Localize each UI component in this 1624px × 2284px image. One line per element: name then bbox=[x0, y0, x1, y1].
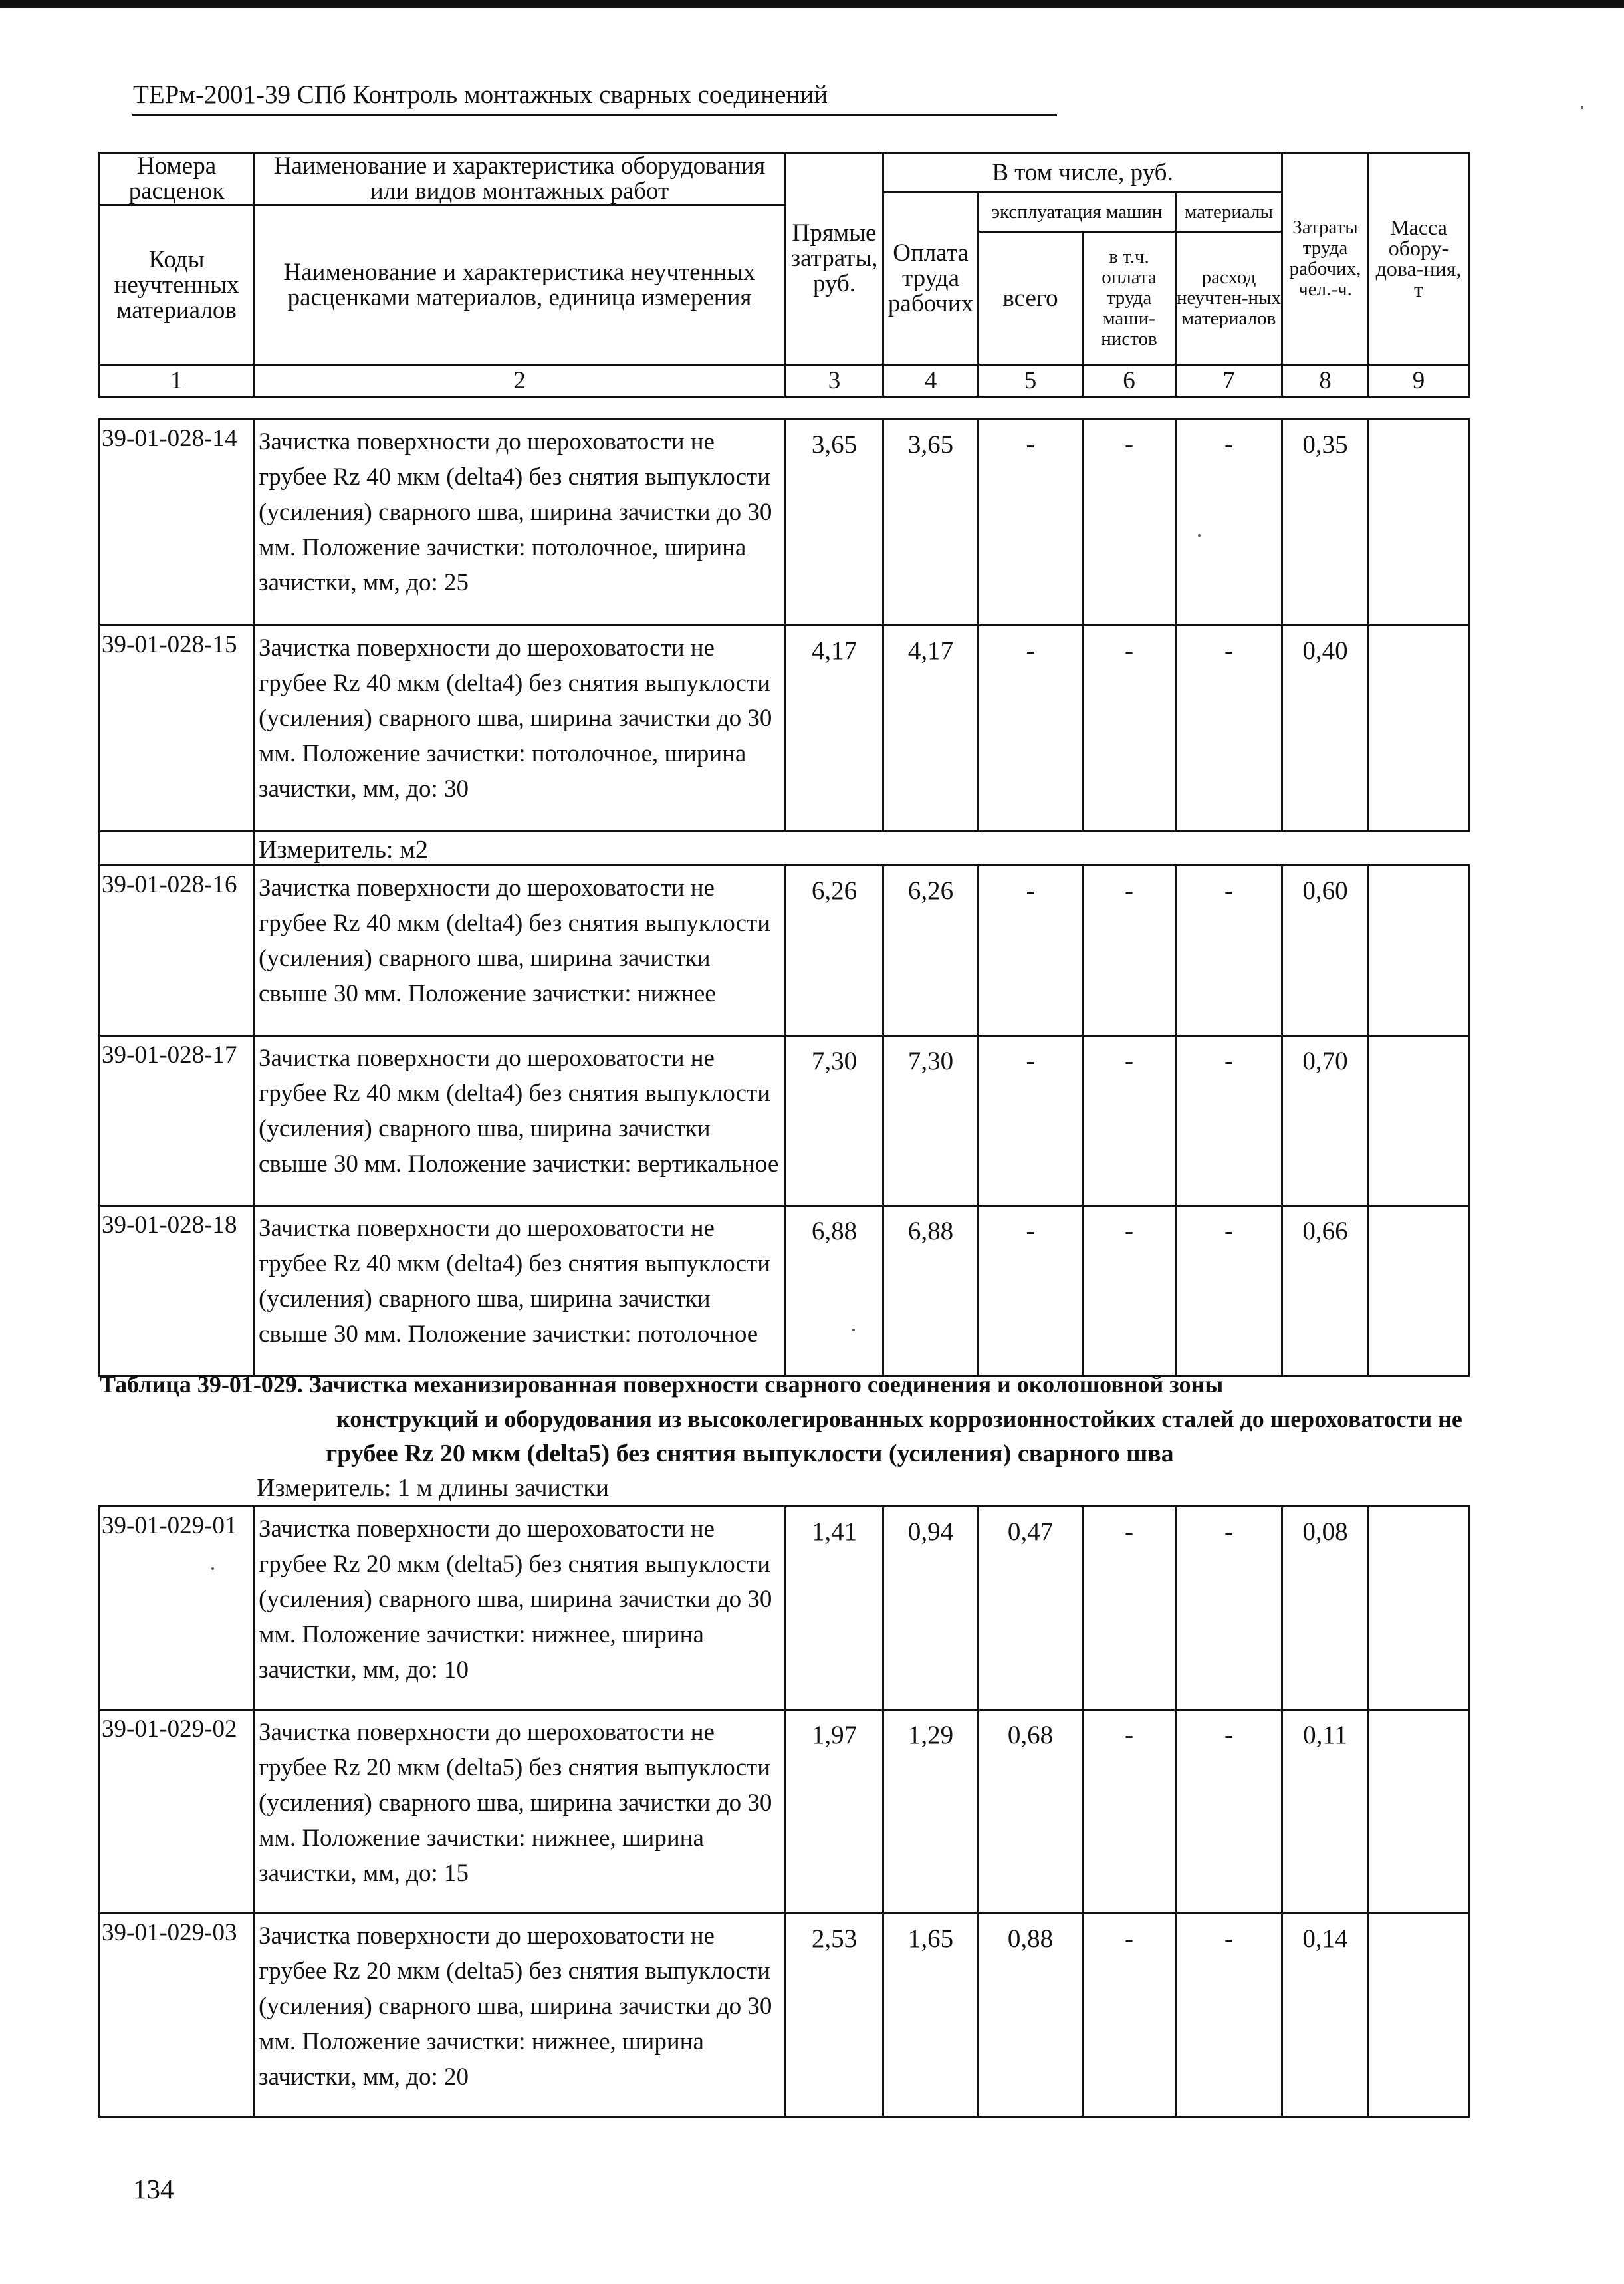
materials-value: - bbox=[1176, 1914, 1282, 2117]
labor-hours-value: 0,70 bbox=[1282, 1036, 1369, 1206]
labor-hours-value: 0,08 bbox=[1282, 1507, 1369, 1710]
header-col-number: 4 bbox=[883, 365, 979, 397]
table-row bbox=[100, 1036, 1469, 1206]
machines-total-value: 0,88 bbox=[979, 1914, 1083, 2117]
table-row bbox=[100, 866, 1469, 1036]
table-row bbox=[100, 420, 1469, 626]
header-equipment-name: Наименование и характеристика оборудования или видов монтажных работ bbox=[254, 153, 786, 205]
materials-value: - bbox=[1176, 626, 1282, 832]
direct-costs-value: 2,53 bbox=[786, 1914, 883, 2117]
rate-description: Зачистка поверхности до шероховатости не грубее Rz 40 мкм (delta4) без снятия выпуклости (усиления) сварного шва, ширина зачистки свыше 30 мм. Положение зачистки: потолочное bbox=[254, 1206, 786, 1376]
rate-description: Зачистка поверхности до шероховатости не грубее Rz 40 мкм (delta4) без снятия выпуклости (усиления) сварного шва, ширина зачистки до 30 мм. Положение зачистки: потолочное, ширина зачистки, мм, до: 25 bbox=[254, 420, 786, 626]
labor-pay-value: 3,65 bbox=[883, 420, 979, 626]
materials-value: - bbox=[1176, 1710, 1282, 1914]
header-col-number: 8 bbox=[1282, 365, 1369, 397]
table-row bbox=[100, 1507, 1469, 1710]
rate-code: 39-01-028-16 bbox=[100, 866, 254, 1036]
mass-value bbox=[1369, 1914, 1469, 2117]
rate-code: 39-01-028-17 bbox=[100, 1036, 254, 1206]
measure-row bbox=[100, 832, 1469, 866]
scan-top-edge bbox=[0, 0, 1624, 8]
rates-table-028 bbox=[98, 418, 1470, 1377]
direct-costs-value: 6,88 bbox=[786, 1206, 883, 1376]
header-unaccounted-materials: Наименование и характеристика неучтенных расценками материалов, единица измерения bbox=[254, 205, 786, 365]
labor-hours-value: 0,60 bbox=[1282, 866, 1369, 1036]
materials-value: - bbox=[1176, 866, 1282, 1036]
labor-hours-value: 0,35 bbox=[1282, 420, 1369, 626]
machines-total-value: - bbox=[979, 420, 1083, 626]
rate-description: Зачистка поверхности до шероховатости не грубее Rz 40 мкм (delta4) без снятия выпуклости (усиления) сварного шва, ширина зачистки свыше 30 мм. Положение зачистки: нижнее bbox=[254, 866, 786, 1036]
header-col-number: 6 bbox=[1083, 365, 1176, 397]
table-caption bbox=[100, 1367, 1496, 1471]
mass-value bbox=[1369, 866, 1469, 1036]
materials-value: - bbox=[1176, 420, 1282, 626]
mass-value bbox=[1369, 1507, 1469, 1710]
mass-value bbox=[1369, 420, 1469, 626]
machinist-pay-value: - bbox=[1083, 1206, 1176, 1376]
machinist-pay-value: - bbox=[1083, 1914, 1176, 2117]
header-materials: материалы bbox=[1176, 193, 1282, 232]
table-row bbox=[100, 626, 1469, 832]
rate-code: 39-01-028-14 bbox=[100, 420, 254, 626]
mass-value bbox=[1369, 1036, 1469, 1206]
rate-description: Зачистка поверхности до шероховатости не грубее Rz 40 мкм (delta4) без снятия выпуклости (усиления) сварного шва, ширина зачистки до 30 мм. Положение зачистки: потолочное, ширина зачистки, мм, до: 30 bbox=[254, 626, 786, 832]
header-equipment-mass: Масса обору-дова-ния, т bbox=[1369, 153, 1469, 365]
scan-speck bbox=[1198, 534, 1201, 537]
labor-hours-value: 0,40 bbox=[1282, 626, 1369, 832]
column-header-table bbox=[98, 152, 1470, 398]
header-labor-hours: Затраты труда рабочих, чел.-ч. bbox=[1282, 153, 1369, 365]
table-row bbox=[100, 1914, 1469, 2117]
machines-total-value: - bbox=[979, 1206, 1083, 1376]
table-row bbox=[100, 1206, 1469, 1376]
header-labor-pay: Оплата труда рабочих bbox=[883, 193, 979, 365]
materials-value: - bbox=[1176, 1206, 1282, 1376]
table-row bbox=[100, 1710, 1469, 1914]
header-col-number: 5 bbox=[979, 365, 1083, 397]
labor-pay-value: 1,65 bbox=[883, 1914, 979, 2117]
table-caption-line: Таблица 39-01-029. Зачистка механизированная поверхности сварного соединения и околошовной зоны bbox=[100, 1371, 1224, 1398]
rate-code: 39-01-028-18 bbox=[100, 1206, 254, 1376]
header-col-number: 1 bbox=[100, 365, 254, 397]
machinist-pay-value: - bbox=[1083, 420, 1176, 626]
machinist-pay-value: - bbox=[1083, 1507, 1176, 1710]
scan-speck bbox=[211, 1567, 214, 1570]
materials-value: - bbox=[1176, 1036, 1282, 1206]
materials-value: - bbox=[1176, 1507, 1282, 1710]
header-col-number: 2 bbox=[254, 365, 786, 397]
machines-total-value: - bbox=[979, 866, 1083, 1036]
machinist-pay-value: - bbox=[1083, 626, 1176, 832]
document-title: ТЕРм-2001-39 СПб Контроль монтажных сварных соединений bbox=[133, 80, 828, 109]
machinist-pay-value: - bbox=[1083, 1036, 1176, 1206]
header-machine-operation: эксплуатация машин bbox=[979, 193, 1176, 232]
direct-costs-value: 4,17 bbox=[786, 626, 883, 832]
machines-total-value: - bbox=[979, 1036, 1083, 1206]
header-col-number: 7 bbox=[1176, 365, 1282, 397]
header-machinist-pay: в т.ч. оплата труда маши-нистов bbox=[1083, 232, 1176, 365]
rate-description: Зачистка поверхности до шероховатости не грубее Rz 40 мкм (delta4) без снятия выпуклости (усиления) сварного шва, ширина зачистки свыше 30 мм. Положение зачистки: вертикальное bbox=[254, 1036, 786, 1206]
table-caption-line: конструкций и оборудования из высоколегированных коррозионностойких сталей до шероховатости не bbox=[336, 1406, 1462, 1432]
labor-pay-value: 1,29 bbox=[883, 1710, 979, 1914]
machines-total-value: - bbox=[979, 626, 1083, 832]
header-including-rub: В том числе, руб. bbox=[883, 153, 1282, 193]
rate-description: Зачистка поверхности до шероховатости не грубее Rz 20 мкм (delta5) без снятия выпуклости (усиления) сварного шва, ширина зачистки до 30 мм. Положение зачистки: нижнее, ширина зачистки, мм, до: 20 bbox=[254, 1914, 786, 2117]
machinist-pay-value: - bbox=[1083, 866, 1176, 1036]
header-material-consumption: расход неучтен-ных материалов bbox=[1176, 232, 1282, 365]
direct-costs-value: 1,41 bbox=[786, 1507, 883, 1710]
header-rate-number: Номера расценок bbox=[100, 153, 254, 205]
table-caption-line: грубее Rz 20 мкм (delta5) без снятия выпуклости (усиления) сварного шва bbox=[326, 1440, 1174, 1467]
machines-total-value: 0,68 bbox=[979, 1710, 1083, 1914]
title-underline bbox=[132, 114, 1057, 116]
header-col-number: 3 bbox=[786, 365, 883, 397]
header-direct-costs: Прямые затраты, руб. bbox=[786, 153, 883, 365]
labor-hours-value: 0,11 bbox=[1282, 1710, 1369, 1914]
mass-value bbox=[1369, 1710, 1469, 1914]
labor-pay-value: 4,17 bbox=[883, 626, 979, 832]
scan-speck bbox=[1581, 106, 1583, 109]
rates-table-029 bbox=[98, 1505, 1470, 2118]
mass-value bbox=[1369, 1206, 1469, 1376]
measure-label-m2: Измеритель: м2 bbox=[259, 836, 429, 864]
rate-description: Зачистка поверхности до шероховатости не грубее Rz 20 мкм (delta5) без снятия выпуклости (усиления) сварного шва, ширина зачистки до 30 мм. Положение зачистки: нижнее, ширина зачистки, мм, до: 15 bbox=[254, 1710, 786, 1914]
labor-pay-value: 6,26 bbox=[883, 866, 979, 1036]
header-machines-total: всего bbox=[979, 232, 1083, 365]
rate-code: 39-01-028-15 bbox=[100, 626, 254, 832]
machinist-pay-value: - bbox=[1083, 1710, 1176, 1914]
rate-code: 39-01-029-01 bbox=[100, 1507, 254, 1710]
labor-hours-value: 0,66 bbox=[1282, 1206, 1369, 1376]
rate-code: 39-01-029-02 bbox=[100, 1710, 254, 1914]
page-number: 134 bbox=[133, 2174, 174, 2204]
labor-pay-value: 7,30 bbox=[883, 1036, 979, 1206]
labor-hours-value: 0,14 bbox=[1282, 1914, 1369, 2117]
measure-label-length: Измеритель: 1 м длины зачистки bbox=[257, 1474, 610, 1502]
labor-pay-value: 6,88 bbox=[883, 1206, 979, 1376]
header-col-number: 9 bbox=[1369, 365, 1469, 397]
direct-costs-value: 3,65 bbox=[786, 420, 883, 626]
labor-pay-value: 0,94 bbox=[883, 1507, 979, 1710]
scan-speck bbox=[852, 1329, 855, 1331]
direct-costs-value: 1,97 bbox=[786, 1710, 883, 1914]
header-unaccounted-material-codes: Коды неучтенных материалов bbox=[100, 205, 254, 365]
rate-code: 39-01-029-03 bbox=[100, 1914, 254, 2117]
direct-costs-value: 6,26 bbox=[786, 866, 883, 1036]
machines-total-value: 0,47 bbox=[979, 1507, 1083, 1710]
mass-value bbox=[1369, 626, 1469, 832]
rate-description: Зачистка поверхности до шероховатости не грубее Rz 20 мкм (delta5) без снятия выпуклости (усиления) сварного шва, ширина зачистки до 30 мм. Положение зачистки: нижнее, ширина зачистки, мм, до: 10 bbox=[254, 1507, 786, 1710]
direct-costs-value: 7,30 bbox=[786, 1036, 883, 1206]
